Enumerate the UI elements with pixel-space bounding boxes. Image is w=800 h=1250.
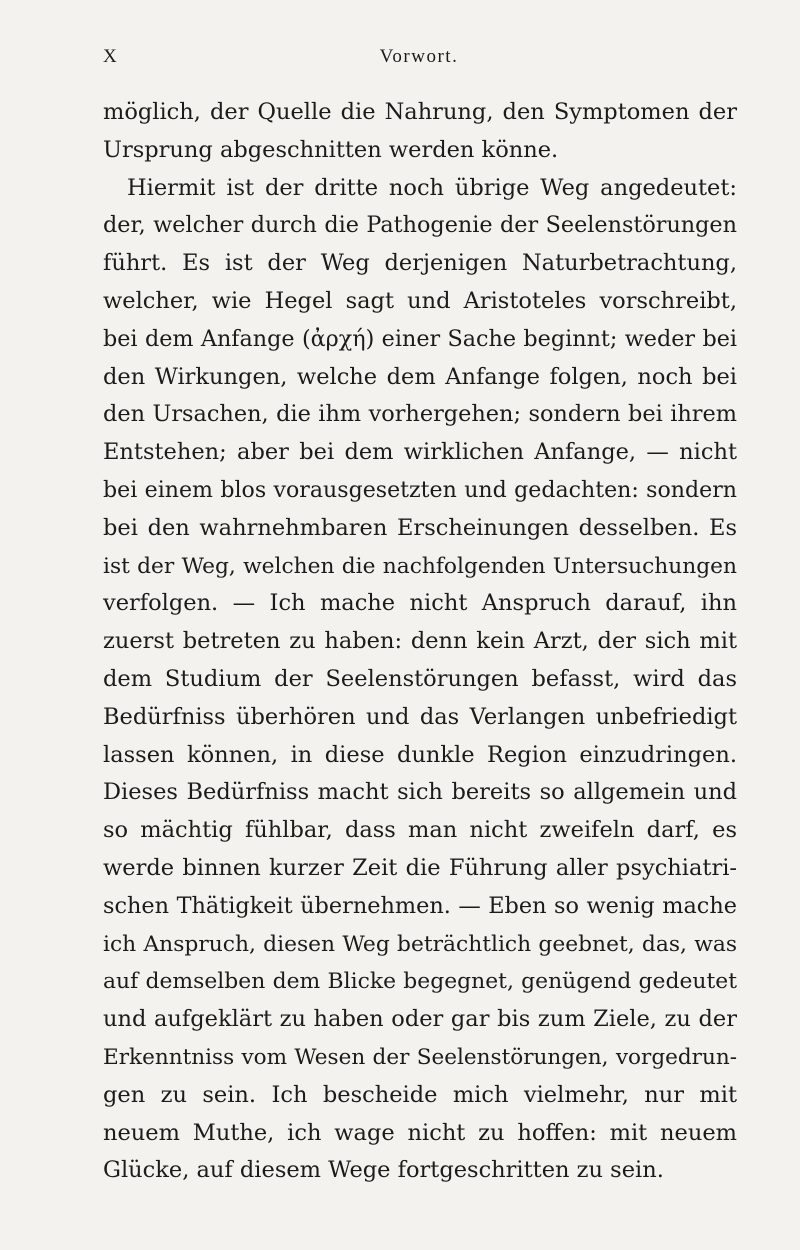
text-line: werde binnen kurzer Zeit die Führung aller psychiatri- (103, 854, 737, 881)
text-line: ist der Weg, welchen die nachfolgenden Untersuchungen (103, 553, 737, 579)
text-line: gen zu sein. Ich bescheide mich vielmehr, nur mit (103, 1081, 737, 1108)
text-line: Ursprung abgeschnitten werden könne. (103, 136, 559, 163)
body-text (103, 94, 737, 1190)
text-line: möglich, der Quelle die Nahrung, den Symptomen der (103, 99, 737, 125)
text-line: verfolgen. — Ich mache nicht Anspruch darauf, ihn (103, 590, 737, 617)
text-line: ich Anspruch, diesen Weg beträchtlich geebnet, das, was (103, 931, 737, 957)
text-line: auf demselben dem Blicke begegnet, genügend gedeutet (103, 969, 737, 995)
text-line: Erkenntniss vom Wesen der Seelenstörungen, vorgedrun- (103, 1044, 737, 1070)
text-line: den Ursachen, die ihm vorhergehen; sondern bei ihrem (103, 401, 737, 428)
text-line: so mächtig fühlbar, dass man nicht zweifeln darf, es (103, 817, 737, 844)
running-head-title: Vorwort. (379, 46, 459, 67)
text-line: Entstehen; aber bei dem wirklichen Anfange, — nicht (103, 439, 737, 466)
page-number: X (103, 46, 118, 67)
text-line: und aufgeklärt zu haben oder gar bis zum Ziele, zu der (103, 1006, 737, 1033)
text-line: Glücke, auf diesem Wege fortgeschritten zu sein. (103, 1157, 664, 1184)
text-line: neuem Muthe, ich wage nicht zu hoffen: mit neuem (103, 1119, 737, 1146)
text-line: bei dem Anfange (ἀρχή) einer Sache beginnt; weder bei (103, 325, 737, 352)
running-head (103, 46, 735, 76)
text-line: der, welcher durch die Pathogenie der Seelenstörungen (103, 212, 737, 239)
text-line: dem Studium der Seelenstörungen befasst, wird das (103, 665, 737, 692)
text-line: bei den wahrnehmbaren Erscheinungen desselben. Es (103, 514, 737, 541)
text-line: Bedürfniss überhören und das Verlangen unbefriedigt (103, 703, 737, 730)
text-line: Dieses Bedürfniss macht sich bereits so allgemein und (103, 779, 737, 806)
text-line: schen Thätigkeit übernehmen. — Eben so wenig mache (103, 892, 737, 919)
text-line: lassen können, in diese dunkle Region einzudringen. (103, 741, 737, 768)
text-line: den Wirkungen, welche dem Anfange folgen, noch bei (103, 363, 737, 390)
text-line: Hiermit ist der dritte noch übrige Weg angedeutet: (127, 174, 737, 201)
text-line: bei einem blos vorausgesetzten und gedachten: sondern (103, 477, 737, 503)
text-line: zuerst betreten zu haben: denn kein Arzt, der sich mit (103, 628, 737, 655)
text-line: führt. Es ist der Weg derjenigen Naturbetrachtung, (103, 250, 737, 277)
text-line: welcher, wie Hegel sagt und Aristoteles vorschreibt, (103, 287, 737, 314)
